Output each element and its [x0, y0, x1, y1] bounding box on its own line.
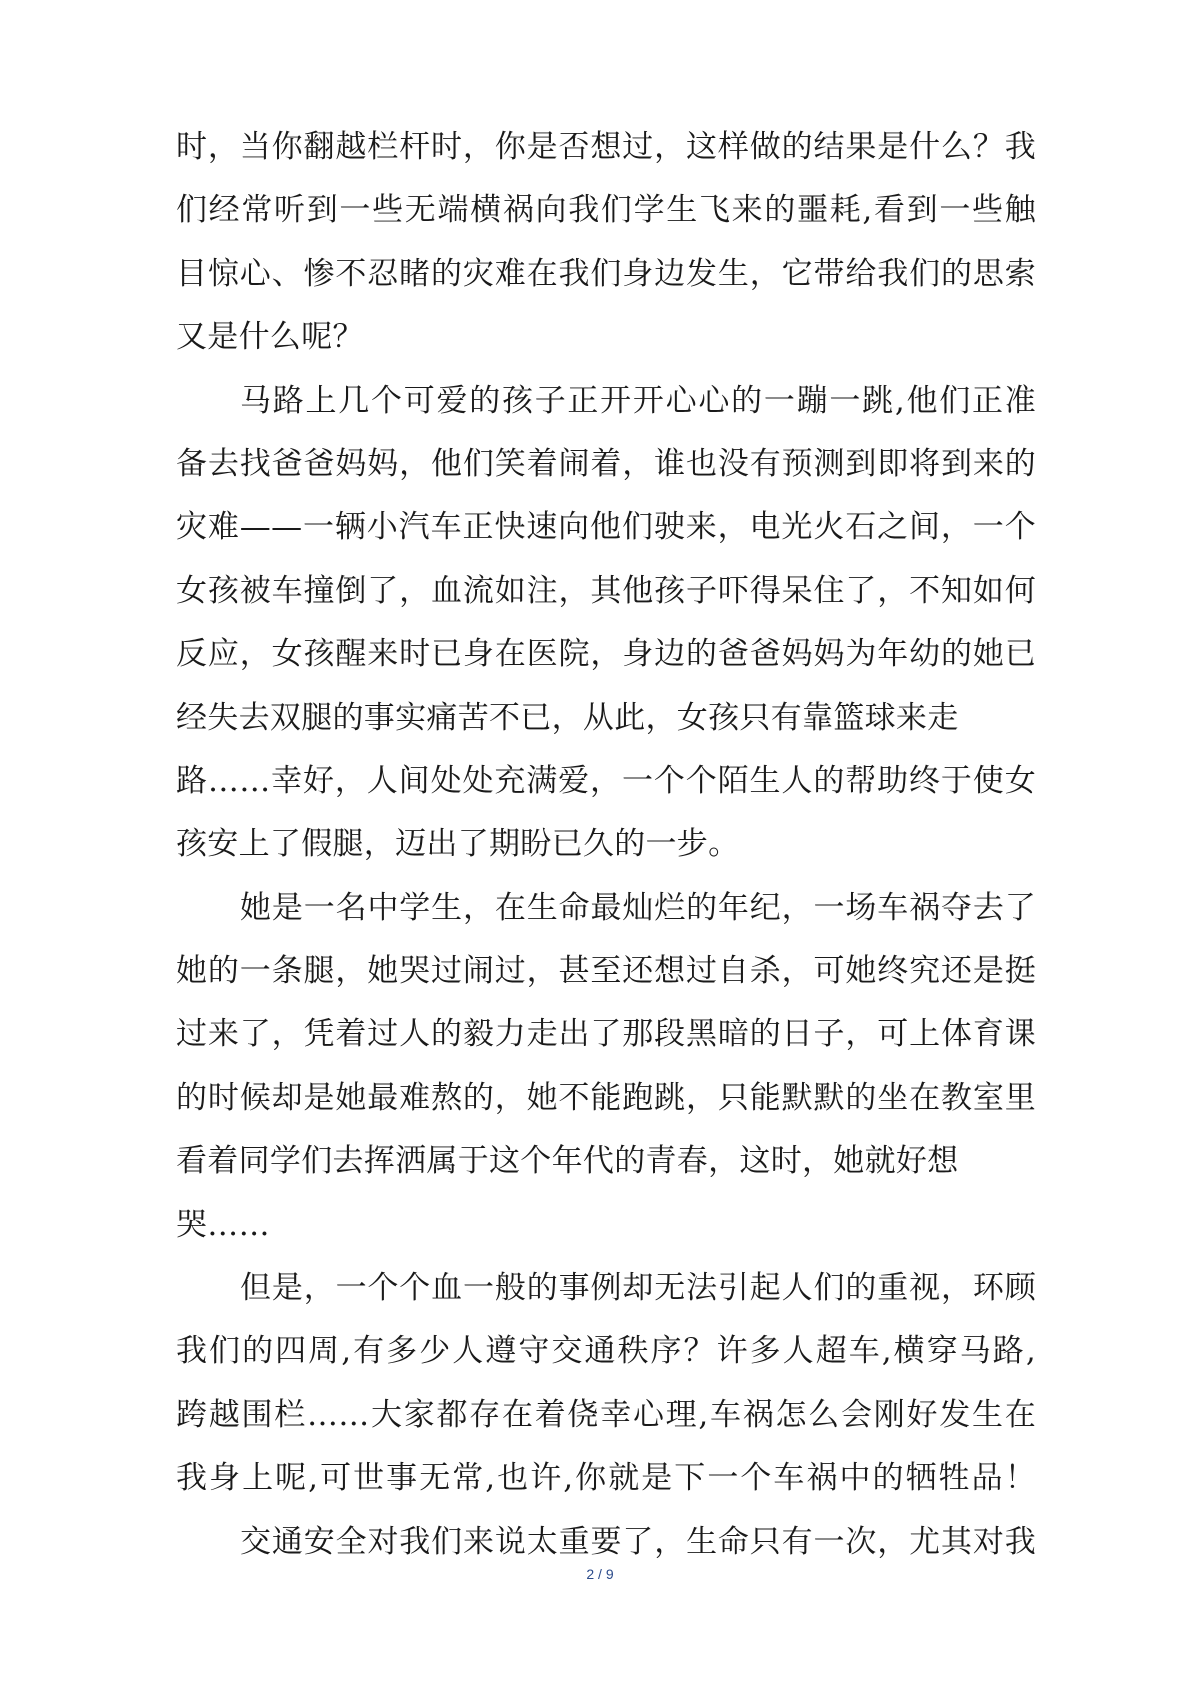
- text-line: 目惊心、惨不忍睹的灾难在我们身边发生，它带给我们的思索: [176, 255, 1036, 292]
- text-line: 跨越围栏……大家都存在着侥幸心理,车祸怎么会刚好发生在: [176, 1396, 1036, 1433]
- paragraph-first-line: 交通安全对我们来说太重要了，生命只有一次，尤其对我: [240, 1523, 1036, 1560]
- paragraph-first-line: 她是一名中学生，在生命最灿烂的年纪，一场车祸夺去了: [240, 889, 1036, 926]
- text-line: 经失去双腿的事实痛苦不已，从此，女孩只有靠篮球来走: [176, 699, 959, 736]
- text-line: 的时候却是她最难熬的，她不能跑跳，只能默默的坐在教室里: [176, 1079, 1036, 1116]
- text-line: 时，当你翻越栏杆时，你是否想过，这样做的结果是什么？我: [176, 129, 1036, 165]
- text-line: 过来了，凭着过人的毅力走出了那段黑暗的日子，可上体育课: [176, 1016, 1036, 1053]
- text-line: 她的一条腿，她哭过闹过，甚至还想过自杀，可她终究还是挺: [176, 953, 1036, 990]
- paragraph-first-line: 马路上几个可爱的孩子正开开心心的一蹦一跳,他们正准: [240, 382, 1036, 419]
- text-line: 又是什么呢？: [176, 319, 364, 356]
- text-line: 我们的四周,有多少人遵守交通秩序？许多人超车,横穿马路,: [176, 1333, 1036, 1370]
- text-line: 们经常听到一些无端横祸向我们学生飞来的噩耗,看到一些触: [176, 192, 1036, 229]
- paragraph-first-line: 但是，一个个血一般的事例却无法引起人们的重视，环顾: [240, 1270, 1036, 1307]
- text-line: 灾难——一辆小汽车正快速向他们驶来，电光火石之间，一个: [176, 509, 1036, 546]
- text-line: 孩安上了假腿，迈出了期盼已久的一步。: [176, 826, 740, 863]
- text-line: 我身上呢,可世事无常,也许,你就是下一个车祸中的牺牲品！: [176, 1460, 1036, 1497]
- body-text: [176, 116, 1036, 1574]
- text-line: 路……幸好，人间处处充满爱，一个个陌生人的帮助终于使女: [176, 762, 1036, 799]
- text-line: 备去找爸爸妈妈，他们笑着闹着，谁也没有预测到即将到来的: [176, 445, 1036, 482]
- text-line: 反应，女孩醒来时已身在医院，身边的爸爸妈妈为年幼的她已: [176, 636, 1036, 673]
- text-line: 看着同学们去挥洒属于这个年代的青春，这时，她就好想: [176, 1143, 959, 1180]
- text-line: 哭……: [176, 1206, 270, 1243]
- page-number: 2 / 9: [586, 1566, 614, 1582]
- text-line: 女孩被车撞倒了，血流如注，其他孩子吓得呆住了，不知如何: [176, 572, 1036, 609]
